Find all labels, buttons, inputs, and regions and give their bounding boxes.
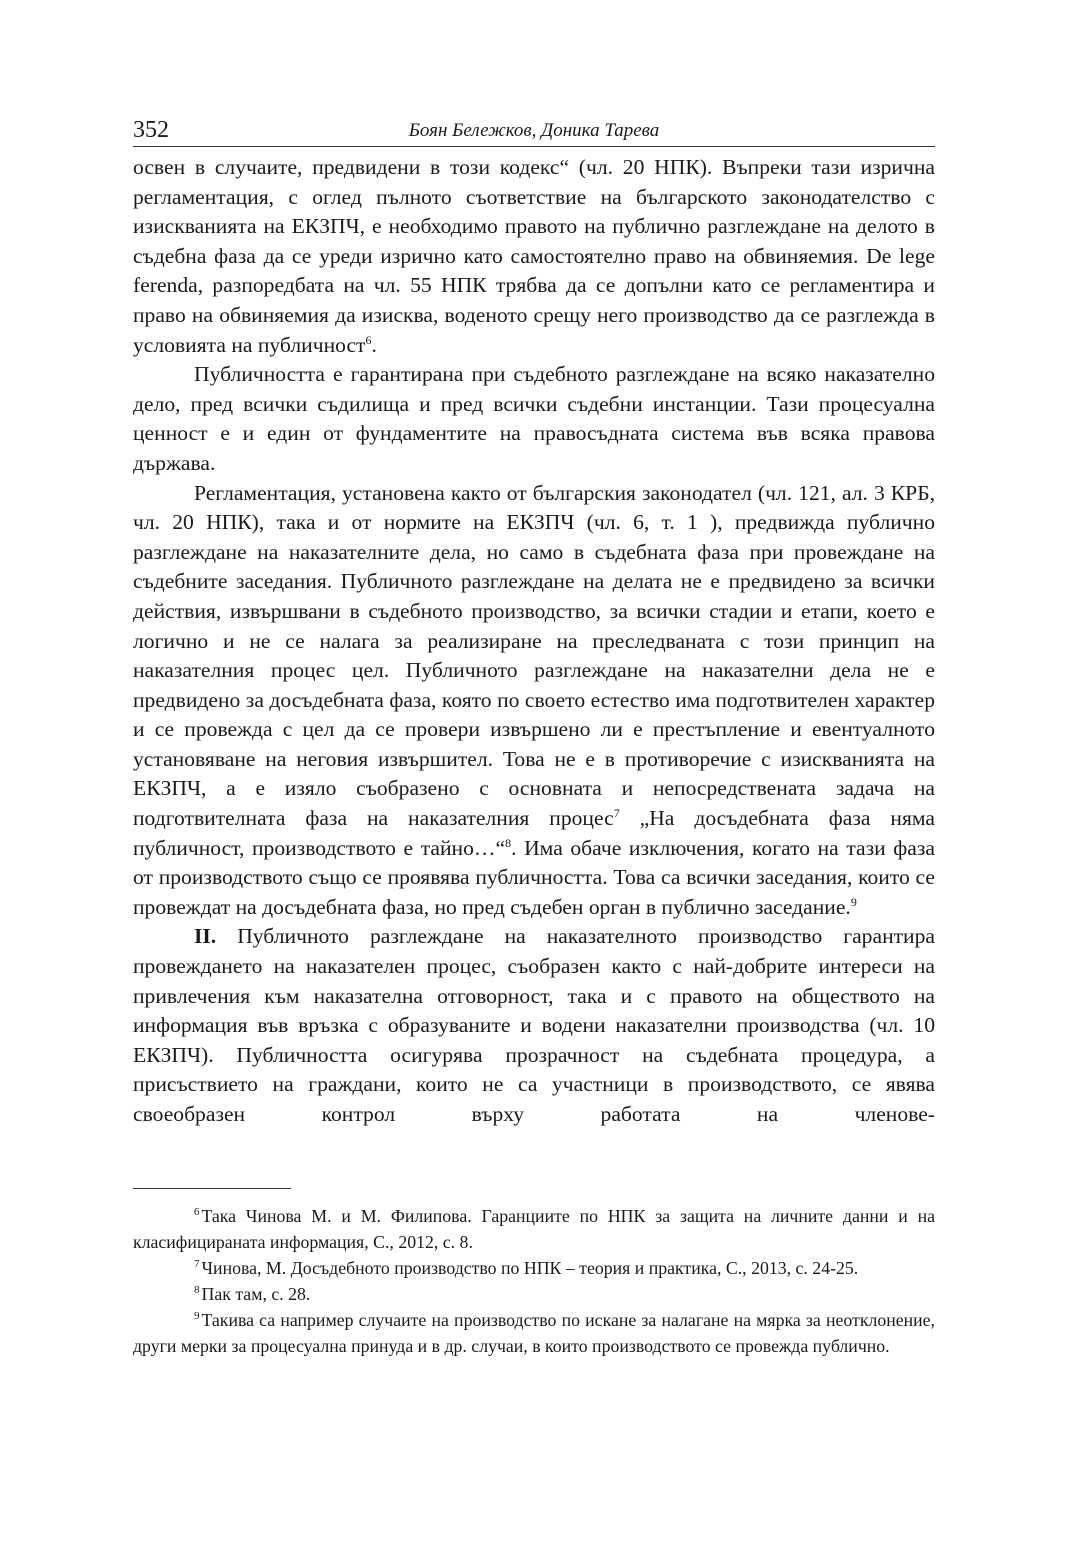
paragraph-1-text: освен в случаите, предвидени в този кодекс“ (чл. 20 НПК). Въпреки тази изрична регламентация, с оглед пълното съответствие на българското законодателство с изискванията на ЕКЗПЧ, е необходимо правото на публично разглеждане на делото в съдебна фаза да се уреди изрично като самостоятелно право на обвиняемия. De lege ferenda, разпоредбата на чл. 55 НПК трябва да се допълни като се регламентира и право на обвиняемия да изисква, воденото срещу него производство да се разглежда в условията на публичност — [133, 155, 935, 357]
footnote-7 — [133, 1255, 935, 1281]
footnote-text: Така Чинова М. и М. Филипова. Гаранциите по НПК за защита на личните данни и на класифицираната информация, С., 2012, с. 8. — [133, 1205, 935, 1252]
footnote-separator — [133, 1188, 291, 1189]
body-text — [133, 153, 935, 1130]
footnote-ref-9[interactable]: 9 — [850, 894, 857, 909]
document-page — [133, 110, 935, 1359]
paragraph-4 — [133, 922, 935, 1129]
footnote-number: 9 — [194, 1309, 200, 1322]
paragraph-2-text: Публичността е гарантирана при съдебното разглеждане на всяко наказателно дело, пред всички съдилища и пред всички съдебни инстанции. Тази процесуална ценност е и един от фундаментите на правосъдната система във всяка правова държава. — [133, 362, 935, 475]
page-header — [133, 110, 935, 147]
paragraph-1 — [133, 153, 935, 360]
paragraph-3 — [133, 479, 935, 923]
footnote-text: Пак там, с. 28. — [201, 1283, 311, 1304]
footnote-ref-8[interactable]: 8 — [505, 835, 512, 850]
footnote-number: 7 — [194, 1257, 200, 1270]
footnote-text: Такива са например случаите на производство по искане за налагане на мярка за неотклонение, други мерки за процесуална принуда и в др. случаи, в които производството се провежда публично. — [133, 1309, 935, 1356]
footnote-number: 6 — [194, 1205, 200, 1218]
footnotes — [133, 1203, 935, 1359]
page-number: 352 — [133, 117, 169, 143]
paragraph-3-text-c: . Има обаче изключения, когато на тази фаза от производството също се проявява публичността. Това са всички заседания, които се провеждат на досъдебната фаза, но пред съдебен орган в публично заседание. — [133, 835, 935, 919]
footnote-text: Чинова, М. Досъдебното производство по НПК – теория и практика, С., 2013, с. 24-25. — [201, 1257, 859, 1278]
footnote-9 — [133, 1307, 935, 1359]
footnote-ref-7[interactable]: 7 — [613, 805, 620, 820]
footnote-number: 8 — [194, 1283, 200, 1296]
paragraph-2 — [133, 360, 935, 478]
footnote-ref-6[interactable]: 6 — [365, 332, 372, 347]
section-number: II. — [194, 924, 217, 949]
paragraph-4-text: Публичното разглеждане на наказателното производство гарантира провеждането на наказателен процес, съобразен както с най-добрите интереси на привлечения към наказателна отговорност, така и с правото на обществото на информация във връзка с образуваните и водени наказателни производства (чл. 10 ЕКЗПЧ). Публичността осигурява прозрачност на съдебната процедура, а присъствието на граждани, които не са участници в производството, се явява своеобразен контрол върху работата на членове- — [133, 924, 935, 1126]
footnote-8 — [133, 1281, 935, 1307]
paragraph-3-quote: „На досъдебната фаза няма публичност, производството е тайно…“ — [133, 806, 935, 860]
paragraph-3-text-a: Регламентация, установена както от българския законодател (чл. 121, ал. 3 КРБ, чл. 20 НПК), така и от нормите на ЕКЗПЧ (чл. 6, т. 1 ), предвижда публично разглеждане на наказателните дела, но само в съдебната фаза при провеждане на съдебните заседания. Публичното разглеждане на делата не е предвидено за всички действия, извършвани в съдебното производство, за всички стадии и етапи, което е логично и не се налага за реализиране на преследваната с този принцип на наказателния процес цел. Публичното разглеждане на наказателни дела не е предвидено за досъдебната фаза, която по своето естество има подготвителен характер и се провежда с цел да се провери извършено ли е престъпление и евентуалното установяване на неговия извършител. Това не е в противоречие с изискванията на ЕКЗПЧ, а е изяло съобразено с основната и непосредствената задача на подготвителната фаза на наказателния процес — [133, 480, 935, 831]
paragraph-1-tail: . — [371, 332, 377, 357]
running-head: Боян Бележков, Доника Тарева — [408, 120, 660, 141]
footnote-6 — [133, 1203, 935, 1255]
